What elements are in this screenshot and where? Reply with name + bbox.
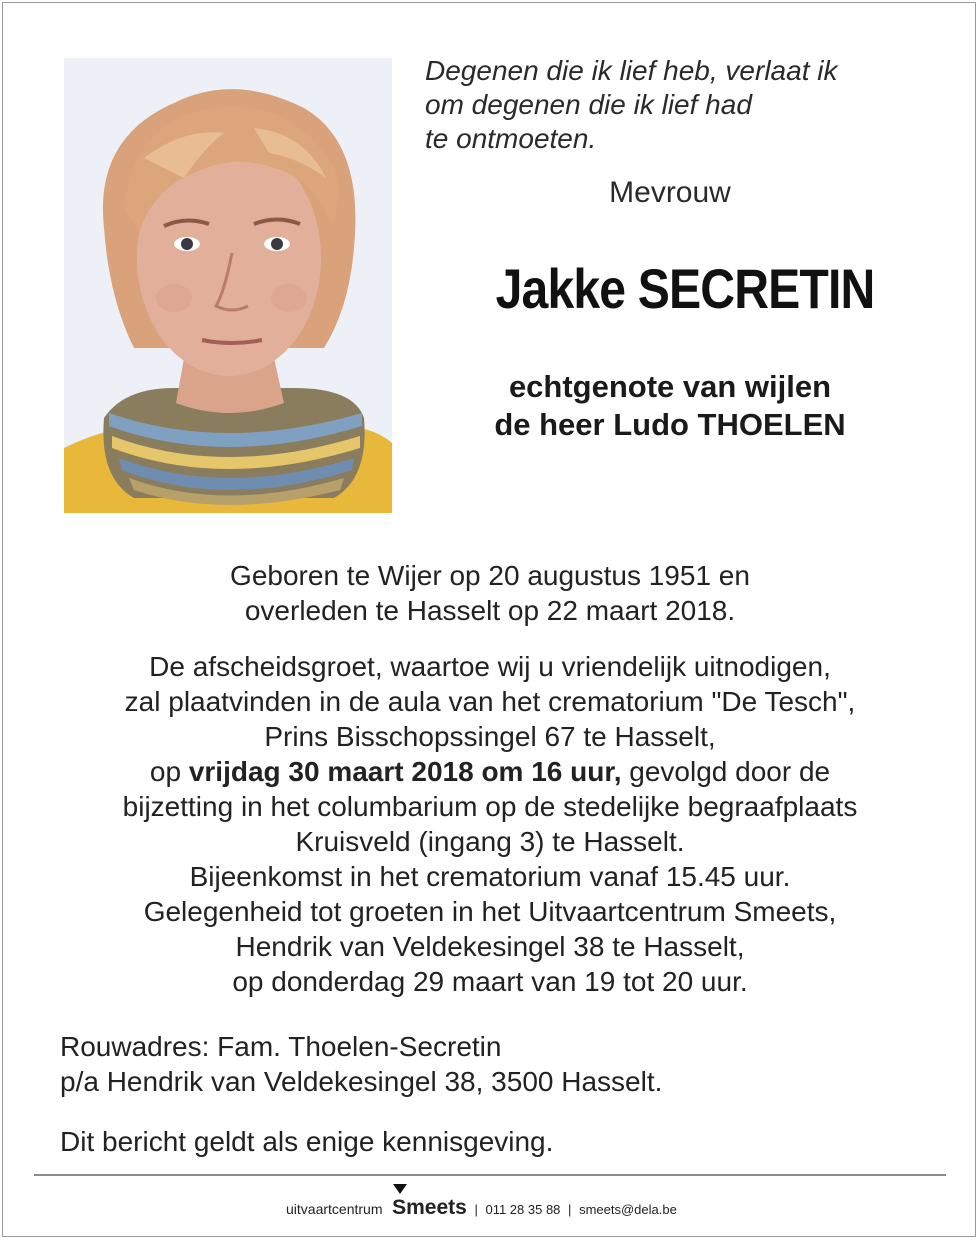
ceremony-line: Bijeenkomst in het crematorium vanaf 15.45 uur.	[189, 861, 791, 892]
brand-name: Smeets	[392, 1196, 467, 1219]
address-line: Rouwadres: Fam. Thoelen-Secretin	[60, 1031, 502, 1062]
ceremony-line: op donderdag 29 maart van 19 tot 20 uur.	[232, 966, 748, 997]
ceremony-details	[40, 649, 940, 999]
deceased-name: Jakke SECRETIN	[495, 257, 875, 320]
footer-separator: |	[568, 1202, 572, 1217]
footer-divider	[34, 1174, 946, 1176]
ceremony-line: bijzetting in het columbarium op de stedelijke begraafplaats	[122, 791, 858, 822]
quote-line: om degenen die ik lief had	[425, 89, 752, 120]
memorial-quote	[425, 54, 945, 156]
spouse-line: echtgenote van wijlen	[508, 369, 832, 404]
footer-email: smeets@dela.be	[579, 1202, 677, 1217]
notice-text: Dit bericht geldt als enige kennisgeving.	[60, 1126, 554, 1157]
portrait-photo	[64, 58, 392, 513]
funeral-home-footer	[0, 1184, 980, 1224]
ceremony-line: De afscheidsgroet, waartoe wij u vriendelijk uitnodigen,	[149, 651, 831, 682]
footer-separator: |	[474, 1202, 478, 1217]
spouse-info	[430, 368, 910, 444]
honorific: Mevrouw	[609, 176, 731, 209]
birth-line: Geboren te Wijer op 20 augustus 1951 en	[230, 560, 750, 591]
footer-phone: 011 28 35 88	[485, 1202, 561, 1217]
address-line: p/a Hendrik van Veldekesingel 38, 3500 Hasselt.	[60, 1066, 663, 1097]
ceremony-date-prefix: op	[149, 756, 189, 787]
spouse-line: de heer Ludo THOELEN	[494, 407, 846, 442]
ceremony-date-suffix: gevolgd door de	[621, 756, 831, 787]
quote-line: te ontmoeten.	[425, 123, 597, 154]
ceremony-date-line	[40, 754, 940, 789]
ceremony-line: Prins Bisschopssingel 67 te Hasselt,	[264, 721, 716, 752]
mourning-address	[60, 1029, 940, 1099]
triangle-marker-icon	[393, 1184, 407, 1194]
ceremony-date: vrijdag 30 maart 2018 om 16 uur,	[188, 756, 622, 787]
brand-prefix: uitvaartcentrum	[286, 1201, 383, 1217]
ceremony-line: Kruisveld (ingang 3) te Hasselt.	[295, 826, 685, 857]
ceremony-line: zal plaatvinden in de aula van het crematorium "De Tesch",	[124, 686, 856, 717]
quote-line: Degenen die ik lief heb, verlaat ik	[425, 55, 838, 86]
ceremony-line: Gelegenheid tot groeten in het Uitvaartcentrum Smeets,	[143, 896, 837, 927]
birth-death-dates	[40, 558, 940, 628]
death-line: overleden te Hasselt op 22 maart 2018.	[244, 595, 736, 626]
ceremony-line: Hendrik van Veldekesingel 38 te Hasselt,	[235, 931, 745, 962]
